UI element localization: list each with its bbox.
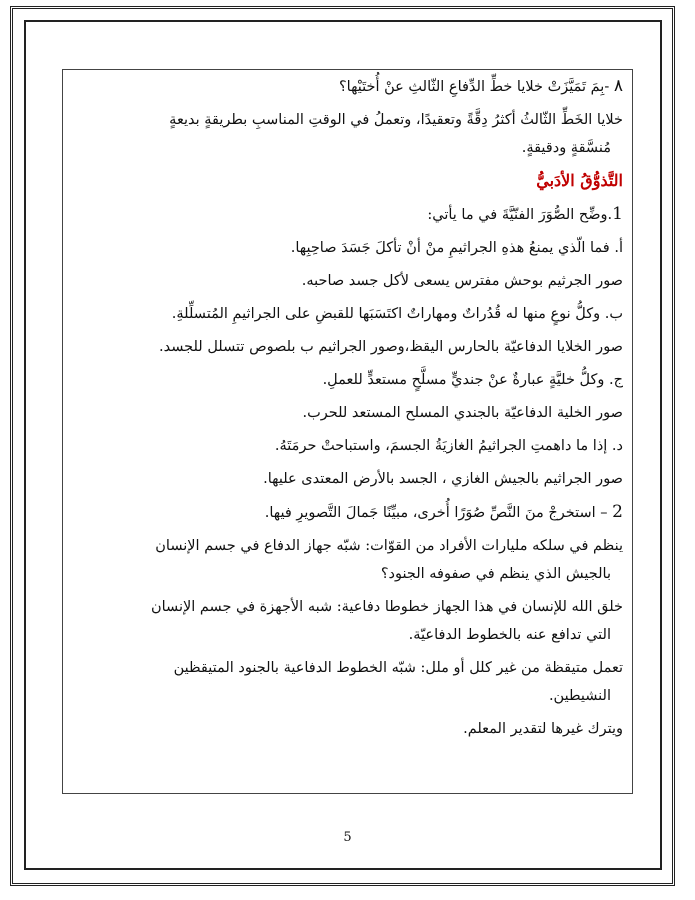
answer-b: صور الخلايا الدفاعيّة بالحارس اليقظ،وصور الجراثيم ب بلصوص تتسلل للجسد. (158, 339, 623, 355)
answer-c: صور الخلية الدفاعيّة بالجندي المسلح المستعد للحرب. (302, 405, 623, 421)
question-1: 1.وضِّح الصُّوَرَ الفنّيَّةَ في ما يأتي: (427, 204, 623, 224)
item-b: ب. وكلُّ نوعٍ منها له قُدُراتٌ ومهاراتٌ اكتَسَبَها للقبضِ على الجراثيمِ المُتسلِّلةِ. (171, 306, 623, 322)
answer-2-line-5: تعمل متيقظة من غير كلل أو ملل: شبّه الخطوط الدفاعية بالجنود المتيقظين (173, 660, 623, 676)
answer-2-line-4: التي تدافع عنه بالخطوط الدفاعيّة. (408, 627, 611, 643)
answer-2-line-1: ينظم في سلكه مليارات الأفراد من القوّات: شبّه جهاز الدفاع في جسم الإنسان (155, 538, 623, 554)
item-c: ج. وكلُّ خليَّةٍ عبارةٌ عنْ جنديٍّ مسلَّحٍ مستعدٍّ للعملِ. (322, 372, 623, 388)
section-heading: التَّذوُّقُ الأدَبيُّ (536, 171, 623, 190)
answer-8-line-2: مُنسَّقةٍ ودقيقةٍ. (521, 140, 611, 156)
answer-a: صور الجرثيم بوحش مفترس يسعى لأكل جسد صاحبه. (301, 273, 623, 289)
question-8: ٨ -بِمَ تَمَيَّزَتْ خلايا خطِّ الدِّفاعِ الثّالثِ عنْ أُختَيْها؟ (338, 76, 623, 96)
answer-d: صور الجراثيم بالجيش الغازي ، الجسد بالأرض المعتدى عليها. (263, 471, 623, 487)
answer-2-line-2: بالجيش الذي ينظم في صفوفه الجنود؟ (380, 566, 611, 582)
closing-note: ويترك غيرها لتقدير المعلم. (463, 721, 623, 737)
page-number: 5 (343, 830, 352, 845)
answer-2-line-6: النشيطين. (548, 688, 611, 704)
question-2: 2 – استخرجْ منَ النَّصِّ صُوَرًا أُخرى، مبيِّنًا جَمالَ التَّصويرِ فيها. (264, 502, 623, 522)
item-d: د. إذا ما داهمتِ الجراثيمُ الغازيَةُ الجسمَ، واستباحتْ حرمَتَهُ. (274, 438, 623, 454)
item-a: أ. فما الّذي يمنعُ هذهِ الجراثيمِ منْ أنْ تأكلَ جَسَدَ صاحِبِها. (290, 240, 623, 256)
answer-8-line-1: خلايا الخَطِّ الثّالثُ أكثرُ دِقَّةً وتعقيدًا، وتعملُ في الوقتِ المناسبِ بطريقةٍ بديعةٍ (169, 112, 623, 128)
answer-2-line-3: خلق الله للإنسان في هذا الجهاز خطوطا دفاعية: شبه الأجهزة في جسم الإنسان (150, 599, 623, 615)
document-body (72, 75, 623, 751)
